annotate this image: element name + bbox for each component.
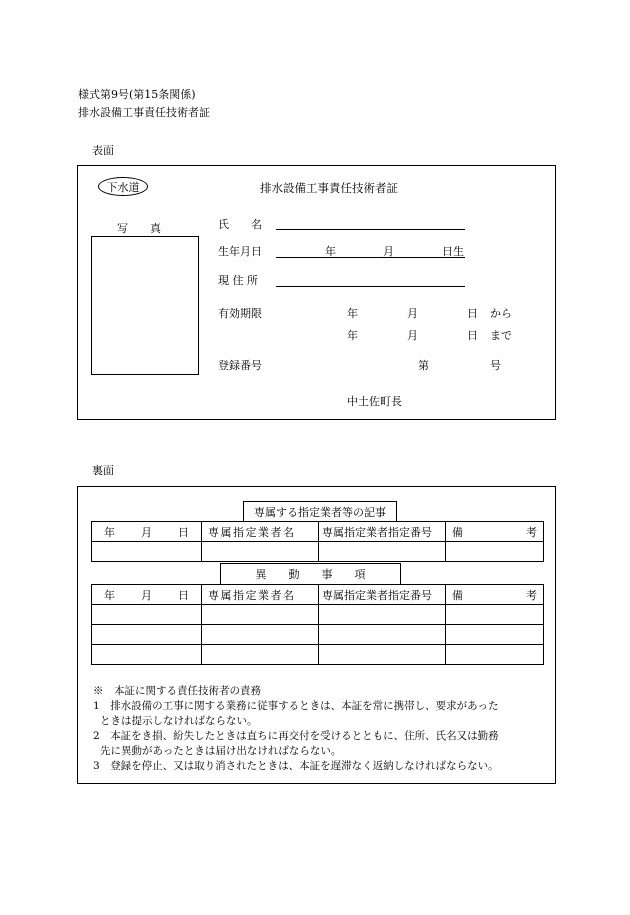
issuer: 中土佐町長 [347, 395, 402, 408]
note-item: 3 登録を停止、又は取り消されたときは、本証を遅滞なく返納しなければならない。 [93, 760, 499, 772]
validity-to-month: 月 [407, 329, 418, 342]
contractor-name-header: 専属指定業者名 [202, 585, 319, 605]
validity-from-suffix: から [490, 307, 512, 320]
address-line [276, 286, 465, 287]
birth-label: 生年月日 [218, 245, 262, 258]
validity-from-month: 月 [407, 307, 418, 320]
table-row [92, 542, 544, 562]
note-item: 1 排水設備の工事に関する業務に従事するときは、本証を常に携帯し、要求があった ときは提示しなければならない。 [93, 700, 499, 727]
validity-to-suffix: まで [490, 329, 512, 342]
table-assigned-contractors [91, 521, 544, 562]
note-item: 2 本証をき損、紛失したときは直ちに再交付を受けるとともに、住所、氏名又は勤務 先に異動があったときは届け出なければならない。 [93, 730, 499, 757]
table-row [92, 625, 544, 645]
name-label: 氏 名 [218, 218, 262, 231]
reg-go: 号 [490, 359, 501, 372]
table-row [92, 605, 544, 625]
table1-title: 専属する指定業者等の記事 [243, 501, 397, 522]
validity-to-year: 年 [347, 329, 358, 342]
remarks-header: 備 考 [446, 585, 544, 605]
birth-line [276, 257, 465, 258]
validity-from-year: 年 [347, 307, 358, 320]
birth-day: 日生 [442, 245, 464, 258]
date-header: 年 月 日 [92, 522, 202, 542]
table-row [92, 645, 544, 665]
birth-year: 年 [325, 245, 336, 258]
contractor-number-header: 専属指定業者指定番号 [319, 585, 446, 605]
table2-title: 異 動 事 項 [220, 563, 401, 584]
date-header: 年 月 日 [92, 585, 202, 605]
reg-label: 登録番号 [218, 359, 262, 372]
duties-notes [93, 684, 553, 774]
name-line [276, 229, 465, 230]
card-title: 排水設備工事責任技術者証 [260, 181, 398, 195]
table-header-row [92, 585, 544, 605]
validity-to-day: 日 [467, 329, 478, 342]
form-number: 様式第9号(第15条関係) [78, 88, 196, 101]
photo-frame [91, 236, 199, 375]
contractor-name-header: 専属指定業者名 [202, 522, 319, 542]
sewer-badge: 下水道 [98, 177, 148, 196]
back-section-label: 裏面 [92, 464, 114, 477]
remarks-header: 備 考 [446, 522, 544, 542]
contractor-number-header: 専属指定業者指定番号 [319, 522, 446, 542]
address-label: 現 住 所 [218, 274, 258, 287]
notes-title: ※ 本証に関する責任技術者の責務 [93, 685, 261, 697]
table-change-records [91, 584, 544, 665]
reg-dai: 第 [418, 359, 429, 372]
photo-label: 写 真 [117, 222, 161, 235]
validity-from-day: 日 [467, 307, 478, 320]
front-section-label: 表面 [92, 144, 114, 157]
validity-label: 有効期限 [218, 307, 262, 320]
birth-month: 月 [383, 245, 394, 258]
form-title: 排水設備工事責任技術者証 [78, 106, 210, 119]
table-header-row [92, 522, 544, 542]
